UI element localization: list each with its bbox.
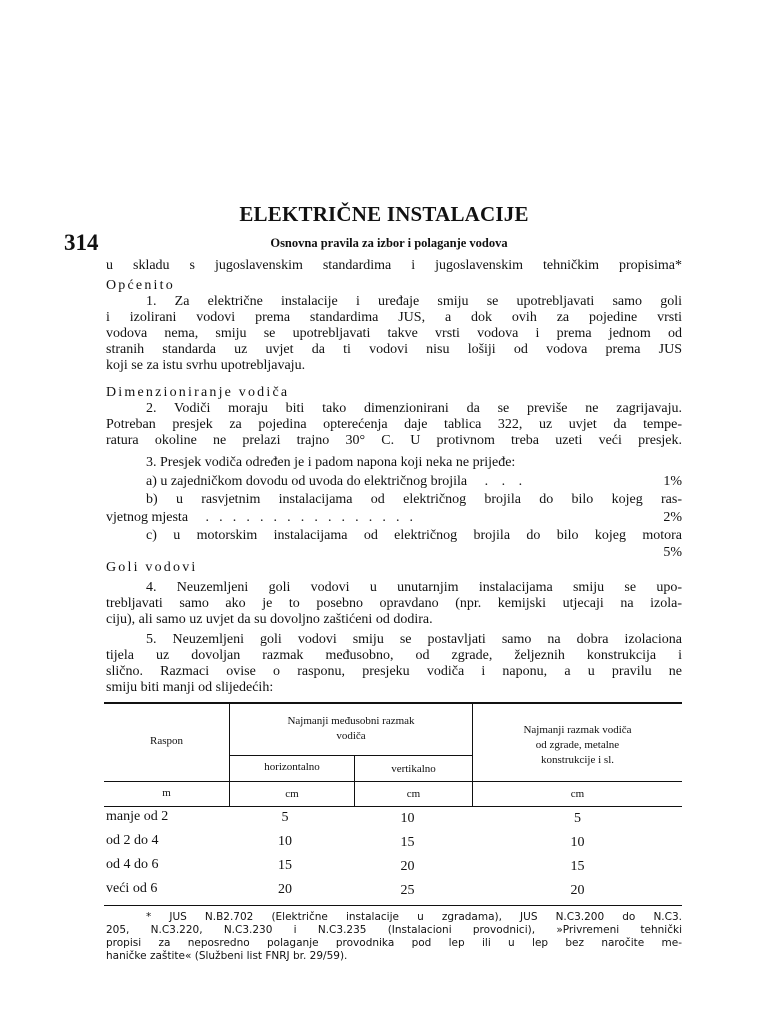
table-header-zgrada-line3: konstrukcije i sl. [540, 754, 615, 766]
table-cell-raspon: manje od 2 [106, 809, 169, 824]
paragraph-line: 5. Neuzemljeni goli vodovi smiju se postavljati samo na dobra izolaciona [146, 632, 682, 647]
paragraph-line: i izolirani vodovi prema standardima JUS, a dok ovih za pojedine vrsti [106, 310, 682, 325]
paragraph-line: smiju biti manji od slijedećih: [106, 680, 274, 695]
table-cell-zgrada: 20 [570, 883, 585, 898]
table-cell-zgrada: 15 [570, 859, 585, 874]
section-heading-opcenito: Općenito [106, 278, 175, 293]
paragraph-line: slično. Razmaci ovise o rasponu, presjeku vodiča i naponu, a u pravilu ne [106, 664, 682, 679]
table-unit-cm: cm [285, 788, 299, 800]
table-rule [104, 781, 682, 782]
table-header-razmak-line1: Najmanji međusobni razmak [287, 715, 415, 727]
table-header-razmak-line2: vodiča [336, 730, 366, 742]
page-number: 314 [64, 230, 99, 255]
paragraph-line: vodova nema, smiju se upotrebljavati takve vrsti vodova i prema jednom od [106, 326, 682, 341]
paragraph-line: tijela uz dovoljan razmak međusobno, od zgrade, željeznih konstrukcija i [106, 648, 682, 663]
table-rule-top [104, 702, 682, 704]
table-cell-horizontal: 5 [281, 810, 289, 825]
table-rule [104, 806, 682, 807]
table-cell-raspon: od 4 do 6 [106, 857, 159, 872]
list-item-a-text: a) u zajedničkom dovodu od uvoda do električnog brojila [146, 474, 468, 489]
dot-leader: . . . . . . . . . . . . . . . . [205, 510, 417, 525]
footnote-line: 205, N.C3.220, N.C3.230 i N.C3.235 (Instalacioni provodnici), »Privremeni tehnički [106, 924, 682, 936]
paragraph-line: ratura okoline ne prelazi trajno 30° C. U protivnom treba uzeti veći presjek. [106, 433, 682, 448]
paragraph-line: Potreban presjek za pojedina opterećenja daje tablica 322, uz uvjet da tempe- [106, 417, 682, 432]
paragraph-line: 4. Neuzemljeni goli vodovi u unutarnjim instalacijama smiju se upo- [146, 580, 682, 595]
table-cell-vertical: 10 [400, 811, 415, 826]
value-b: 2% [663, 510, 682, 525]
table-header-zgrada-line2: od zgrade, metalne [535, 739, 620, 751]
subtitle: Osnovna pravila za izbor i polaganje vodova [270, 236, 508, 250]
table-cell-horizontal: 10 [278, 834, 292, 849]
table-header-zgrada-line1: Najmanji razmak vodiča [523, 724, 632, 736]
table-cell-horizontal: 15 [278, 858, 292, 873]
table-unit-m: m [162, 787, 171, 799]
table-rule [230, 755, 472, 756]
paragraph-line: 2. Vodiči moraju biti tako dimenzionirani da se previše ne zagrijavaju. [146, 401, 682, 416]
value-c: 5% [663, 545, 682, 560]
list-item-b-line1: b) u rasvjetnim instalacijama od električnog brojila do bilo kojeg ras- [146, 492, 682, 507]
list-item-b-line2 [106, 510, 416, 526]
table-cell-zgrada: 10 [570, 835, 585, 850]
table-cell-raspon: veći od 6 [106, 881, 158, 896]
table-header-vertikalno: vertikalno [391, 763, 436, 775]
table-cell-vertical: 20 [400, 859, 415, 874]
list-item-a [146, 474, 527, 490]
table-cell-raspon: od 2 do 4 [106, 833, 159, 848]
list-item-b-text: vjetnog mjesta [106, 510, 189, 525]
footnote-line: haničke zaštite« (Službeni list FNRJ br. 29/59). [106, 950, 348, 962]
table-unit-cm: cm [406, 788, 421, 800]
paragraph-line: ciju), ali samo uz uvjet da su dovoljno zaštićeni od dodira. [106, 612, 433, 627]
table-cell-vertical: 25 [400, 883, 415, 898]
table-header-horizontalno: horizontalno [264, 761, 320, 773]
footnote-line: * JUS N.B2.702 (Električne instalacije u zgradama), JUS N.C3.200 do N.C3. [146, 911, 682, 923]
table-unit-cm: cm [570, 788, 585, 800]
table-cell-zgrada: 5 [574, 811, 581, 826]
dot-leader: . . . [484, 474, 528, 489]
paragraph-line: 3. Presjek vodiča određen je i padom napona koji neka ne prijeđe: [146, 455, 516, 470]
subtitle-line2: u skladu s jugoslavenskim standardima i jugoslavenskim tehničkim propisima* [106, 258, 682, 273]
list-item-c: c) u motorskim instalacijama od električnog brojila do bilo kojeg motora [146, 528, 682, 543]
table-cell-horizontal: 20 [278, 882, 292, 897]
table-rule-bottom [104, 905, 682, 906]
paragraph-line: koji se za istu svrhu upotrebljavaju. [106, 358, 306, 373]
paragraph-line: 1. Za električne instalacije i uređaje smiju se upotrebljavati samo goli [146, 294, 682, 309]
table-cell-vertical: 15 [400, 835, 415, 850]
section-heading-goli: Goli vodovi [106, 560, 198, 575]
table-header-raspon: Raspon [150, 735, 183, 747]
paragraph-line: stranih standarda uz uvjet da ti vodovi nisu lošiji od vodova prema JUS [106, 342, 682, 357]
page-title: ELEKTRIČNE INSTALACIJE [239, 202, 529, 226]
value-a: 1% [663, 474, 682, 489]
footnote-line: propisi za neposredno polaganje provodnika pod lep ili u lep bez naročite me- [106, 937, 682, 949]
section-heading-dimenzioniranje: Dimenzioniranje vodiča [106, 385, 290, 400]
paragraph-line: trebljavati samo ako je to posebno opravdano (npr. kemijski utjecaji na izola- [106, 596, 682, 611]
